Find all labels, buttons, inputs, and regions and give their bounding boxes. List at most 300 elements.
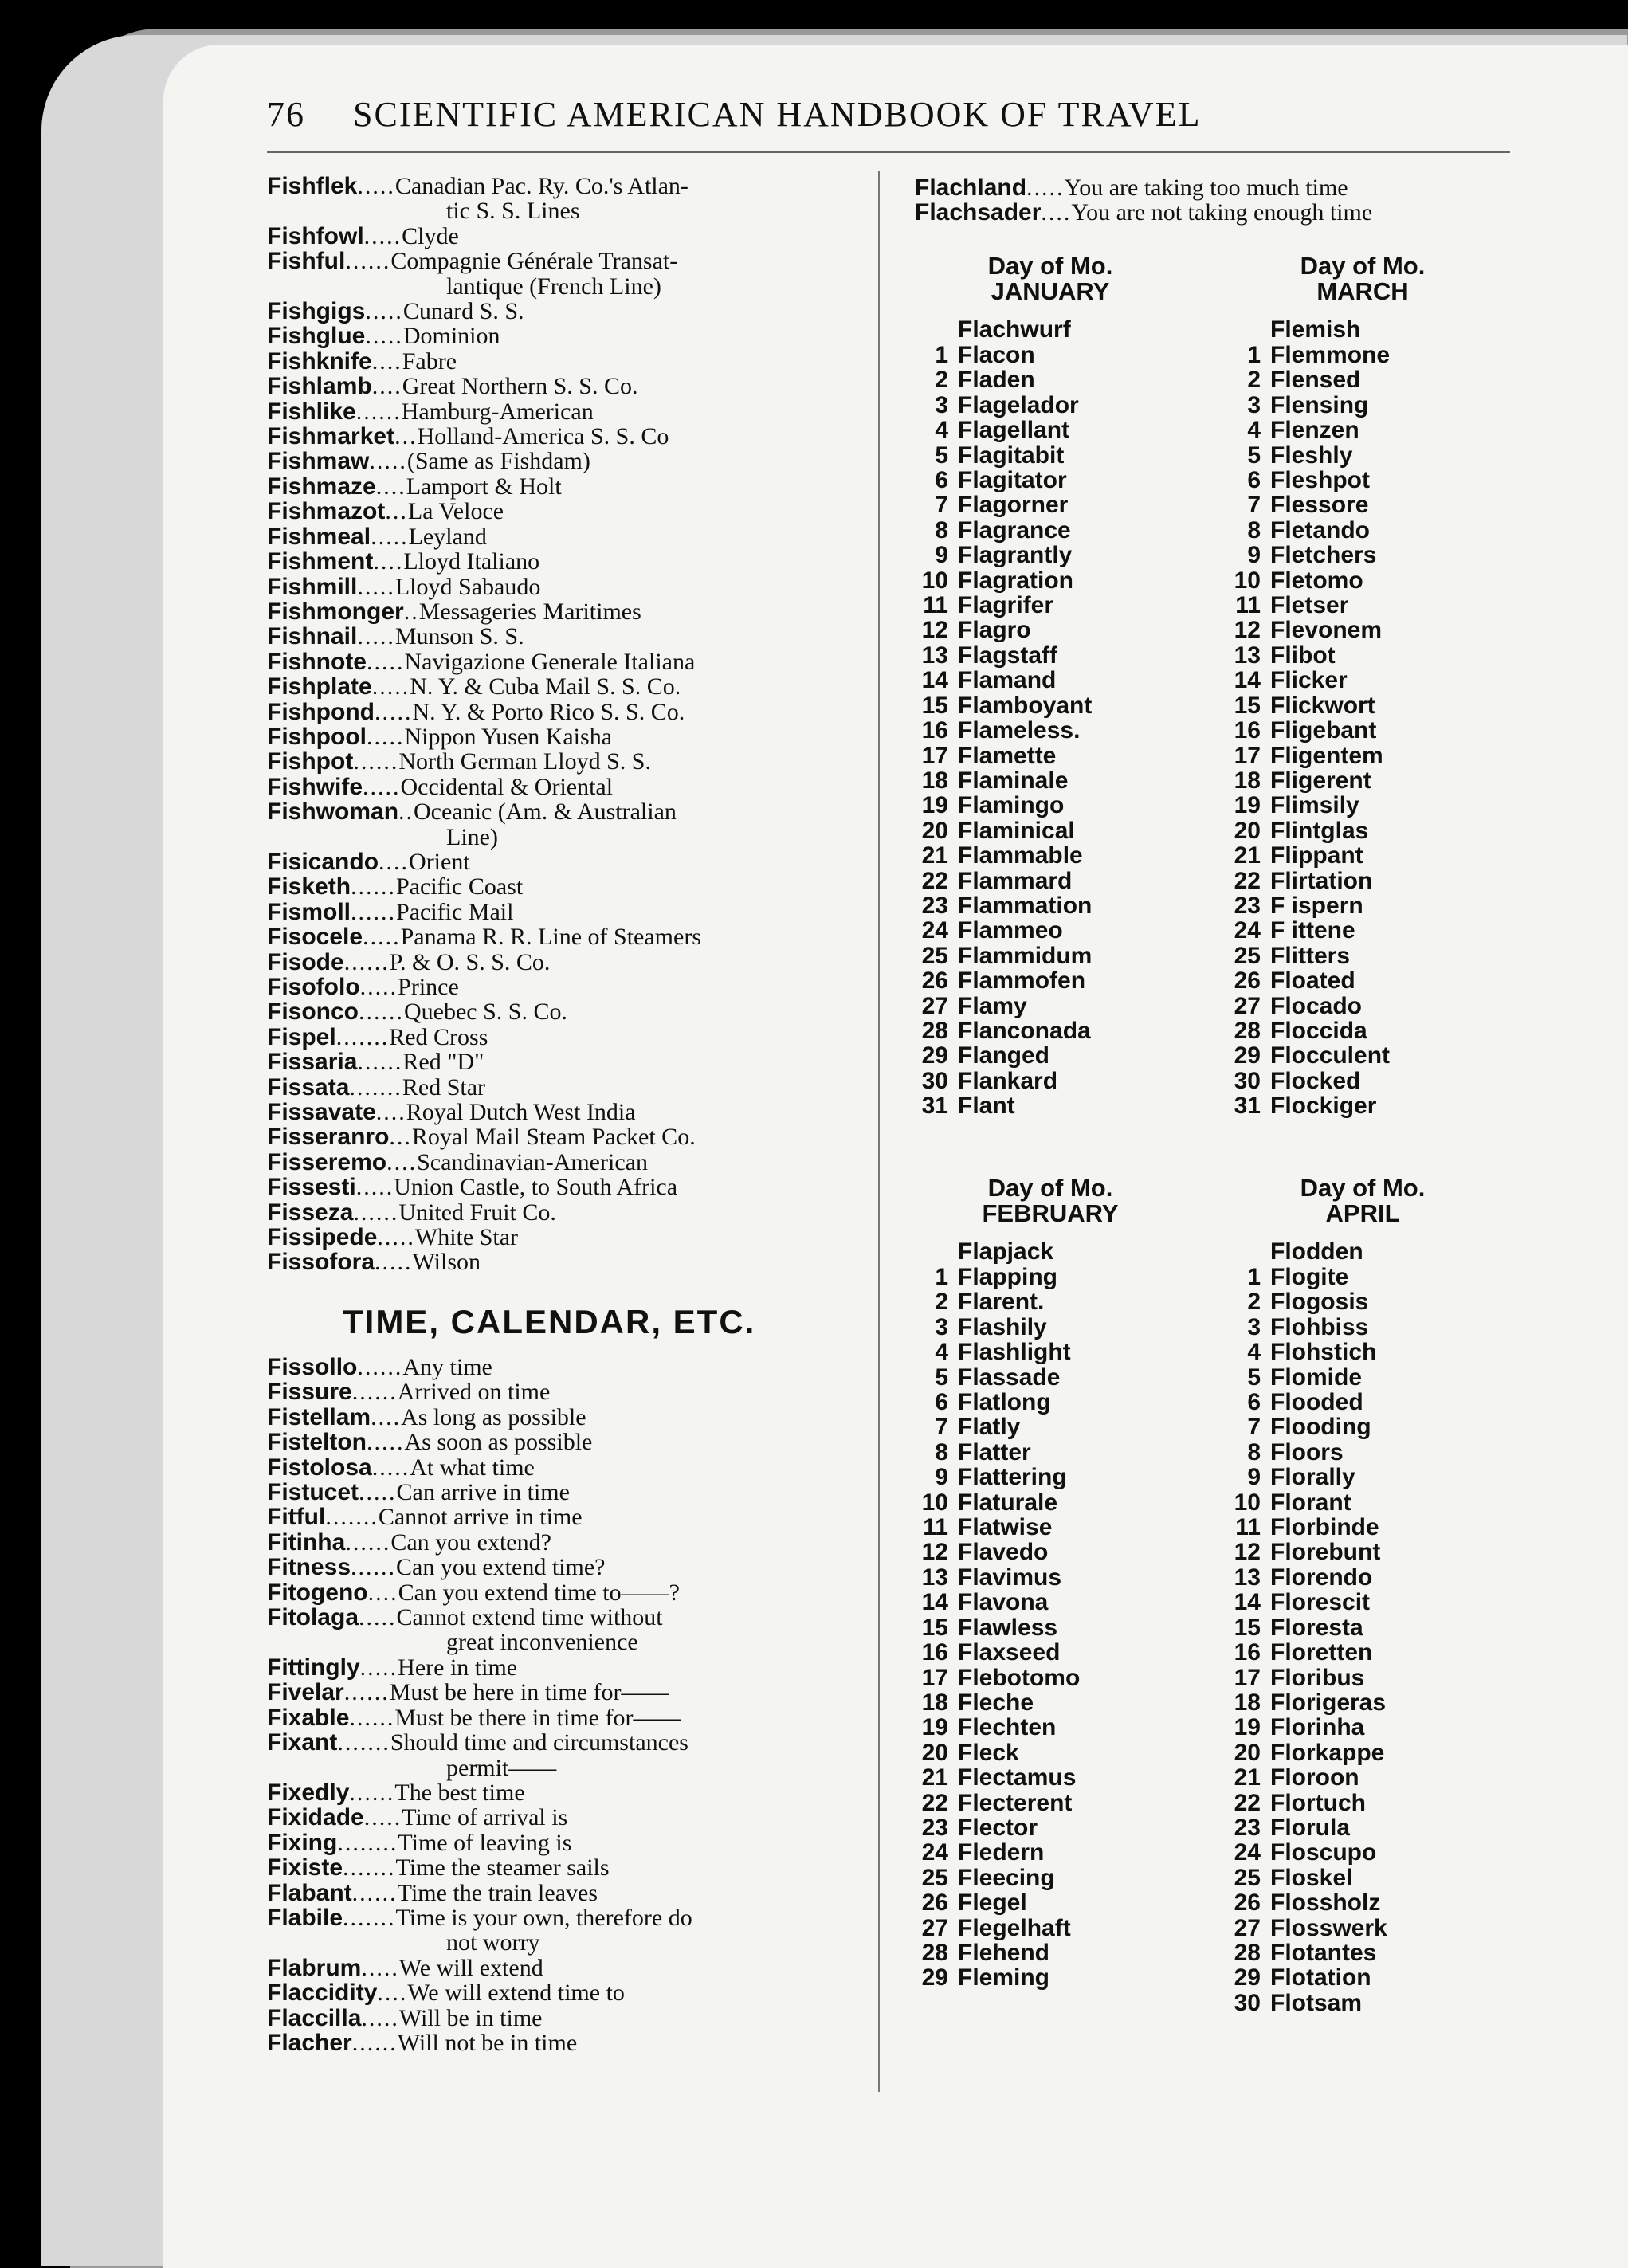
code-meaning: Cunard S. S. [402,298,524,325]
day-code-word: Fletando [1270,516,1370,543]
code-word: Fishfowl [267,222,364,249]
day-code-word: Flogosis [1270,1289,1369,1316]
day-code-word: Florula [1270,1814,1351,1841]
day-entry [1227,1940,1498,1965]
day-entry [915,1365,1186,1390]
time-code-list [267,1355,861,2055]
code-word: Fissofora [267,1249,375,1276]
code-entry [267,2031,861,2055]
day-entry [1227,918,1498,943]
leader-dots: ..... [359,1654,398,1681]
code-entry [267,1705,861,1730]
day-number: 18 [1234,1689,1261,1716]
day-entry [1227,1765,1498,1790]
day-entry [915,1940,1186,1965]
code-word: Fishmeal [267,523,371,550]
code-meaning: Pacific Mail [396,898,514,925]
code-word: Fissesti [267,1174,356,1201]
code-meaning: Red Cross [389,1023,488,1050]
day-number: 12 [1234,1539,1261,1566]
day-code-word: Florinha [1270,1714,1365,1741]
code-entry [267,1555,861,1579]
day-code-word: Flortuch [1270,1789,1366,1816]
code-entry [267,549,861,574]
day-code-word: Fleming [958,1964,1050,1991]
code-word: Fishpot [267,748,354,775]
day-code-word: Flegelhaft [958,1914,1071,1941]
leader-dots: ...... [349,1779,395,1806]
day-code-word: Florigeras [1270,1689,1387,1716]
day-entry [1227,1465,1498,1489]
code-meaning: Here in time [398,1654,518,1681]
day-number: 27 [1234,992,1261,1019]
day-entry [915,1615,1186,1640]
day-number: 26 [921,967,948,995]
day-number: 8 [1247,516,1261,543]
day-number: 28 [921,1939,948,1966]
day-entry [1227,1069,1498,1093]
day-entry [915,468,1186,492]
day-number: 25 [921,942,948,969]
day-entry [915,643,1186,668]
day-entry [1227,1916,1498,1940]
day-number: 28 [1234,1017,1261,1044]
day-number: 23 [1234,1814,1261,1841]
day-entry [915,1815,1186,1840]
day-number: 17 [921,1664,948,1691]
code-word: Fixable [267,1704,350,1731]
leader-dots: ..... [374,698,413,725]
day-entry [1227,1540,1498,1564]
code-entry [267,624,861,649]
day-number: 8 [935,516,948,543]
day-code-word: Flarent. [958,1289,1045,1316]
day-entry [1227,518,1498,543]
day-code-word: Flosswerk [1270,1914,1387,1941]
leader-dots: .. [403,598,419,625]
leader-dots: ....... [337,1729,390,1756]
day-entry [1227,1640,1498,1665]
month-march [1227,253,1498,1119]
code-meaning: Quebec S. S. Co. [404,999,568,1026]
day-code-word: Flensed [1270,367,1361,394]
day-entry [915,944,1186,968]
day-number: 7 [1247,1414,1261,1441]
code-meaning: Panama R. R. Line of Steamers [400,924,701,951]
leader-dots: ..... [359,1479,397,1506]
code-entry [267,2006,861,2031]
code-entry [267,850,861,874]
day-code-word: Floresta [1270,1614,1363,1641]
code-meaning: Occidental & Oriental [400,773,614,800]
leader-dots: ..... [366,723,405,750]
day-of-month-label: Day of Mo. [1300,1174,1426,1202]
day-code-word: Flashlight [958,1339,1071,1366]
page-number: 76 [267,95,305,134]
code-meaning: Royal Mail Steam Packet Co. [411,1124,696,1151]
day-number: 24 [1234,917,1261,944]
day-number: 4 [935,417,948,444]
day-entry [915,593,1186,618]
day-number: 12 [921,1539,948,1566]
code-word: Fishglue [267,323,366,350]
day-code-word: Florally [1270,1464,1355,1491]
day-code-word: Fleshly [1270,441,1353,469]
day-entry [915,367,1186,392]
day-entry [1227,1991,1498,2015]
day-entry [915,1043,1186,1068]
day-entry [1227,1965,1498,1990]
day-entry [915,693,1186,718]
code-entry [267,1250,861,1274]
day-number: 6 [1247,467,1261,494]
day-code-word: Flant [958,1093,1015,1120]
day-code-word: Flocked [1270,1067,1361,1094]
code-meaning: United Fruit Co. [398,1199,556,1226]
day-number: 8 [935,1438,948,1466]
code-word: Fisofolo [267,974,360,1000]
day-code-word: Flitters [1270,942,1351,969]
code-entry [267,1405,861,1430]
leader-dots: ....... [325,1504,379,1531]
day-entry [1227,744,1498,768]
day-number: 26 [1234,1889,1261,1917]
day-entry [1227,818,1498,843]
code-word: Flaccidity [267,1980,378,2007]
code-entry [267,1956,861,1980]
day-code-word: Flessore [1270,492,1369,519]
day-code-word: Flotantes [1270,1939,1377,1966]
day-entry [915,518,1186,543]
day-code-word: Flagrantly [958,542,1073,569]
code-meaning: Fabre [402,347,457,375]
leader-dots: ..... [363,1804,402,1831]
day-number: 2 [1247,1289,1261,1316]
day-number: 6 [935,467,948,494]
day-number: 16 [921,1639,948,1666]
day-number: 29 [1234,1042,1261,1069]
leader-dots: ..... [369,448,407,475]
day-code-word: Flenzen [1270,417,1359,444]
code-meaning: Will not be in time [397,2029,578,2056]
day-entry [1227,1565,1498,1590]
day-number: 26 [921,1889,948,1917]
code-word: Fishmazot [267,498,386,525]
day-number: 14 [921,667,948,694]
code-meaning: Must be there in time for—— [394,1704,681,1731]
leader-dots: ....... [343,1904,396,1931]
code-entry [267,1100,861,1124]
day-number: 27 [921,992,948,1019]
day-number: 23 [1234,892,1261,919]
code-meaning: Can you extend time? [396,1554,606,1581]
leader-dots: .... [373,548,404,575]
day-entry [915,718,1186,743]
day-code-word: Flamboyant [958,692,1093,719]
day-code-word: Flammable [958,842,1083,869]
code-word: Fishnote [267,648,367,675]
day-entry [915,1791,1186,1815]
day-entry [1227,1390,1498,1415]
running-header [267,94,1478,135]
code-word: Fisicando [267,848,379,875]
day-entry [915,1840,1186,1865]
day-number: 13 [921,642,948,669]
day-code-word: Floroon [1270,1764,1359,1791]
code-meaning-continued: lantique (French Line) [446,273,661,300]
day-code-word: Flagorner [958,492,1069,519]
day-of-month-label: Day of Mo. [987,252,1113,280]
day-number: 3 [1247,391,1261,418]
month-february [915,1175,1186,1991]
code-entry [267,1124,861,1149]
code-meaning: At what time [410,1454,535,1481]
leader-dots: ...... [351,898,397,925]
day-entry [915,1018,1186,1043]
month-code-word: Flodden [1270,1238,1363,1265]
code-entry [267,249,861,273]
day-number: 19 [921,792,948,819]
day-number: 16 [1234,717,1261,744]
day-code-word: Flirtation [1270,867,1373,894]
day-entry [915,1315,1186,1340]
day-code-word: Flicker [1270,667,1348,694]
code-word: Fishful [267,248,346,275]
code-meaning: Wilson [412,1249,481,1276]
day-code-word: Flomide [1270,1364,1363,1391]
day-number: 5 [935,441,948,469]
code-meaning: Canadian Pac. Ry. Co.'s Atlan- [394,173,688,199]
code-meaning: Any time [402,1354,492,1380]
code-entry [267,399,861,424]
code-meaning: Time of leaving is [398,1829,572,1856]
day-code-word: Flashily [958,1313,1047,1340]
day-code-word: Flogite [1270,1264,1349,1290]
day-entry [1227,643,1498,668]
day-number: 28 [921,1017,948,1044]
code-entry [267,524,861,549]
day-number: 31 [1234,1093,1261,1120]
day-number: 11 [1235,592,1261,619]
code-word: Fixedly [267,1779,350,1806]
leader-dots: .... [1041,199,1072,226]
day-entry [915,418,1186,442]
day-code-word: Flatly [958,1414,1021,1441]
day-number: 21 [1234,1764,1261,1791]
day-number: 23 [921,892,948,919]
day-code-word: Floated [1270,967,1355,995]
day-number: 20 [921,817,948,844]
leader-dots: ..... [363,924,401,951]
code-entry [267,349,861,374]
day-code-word: Flammeo [958,917,1063,944]
code-meaning-continued: Line) [446,823,498,850]
leader-dots: ...... [357,1354,403,1380]
day-number: 2 [935,367,948,394]
code-word: Fispel [267,1023,336,1050]
day-entry [1227,944,1498,968]
day-entry [1227,1615,1498,1640]
code-meaning: We will extend [398,1954,543,1981]
leader-dots: ...... [345,248,391,275]
code-meaning: Nippon Yusen Kaisha [404,723,613,750]
code-meaning: Clyde [402,222,459,249]
day-entry [1227,1590,1498,1615]
code-word: Fishflek [267,173,358,199]
leader-dots: ...... [351,1379,398,1406]
code-entry [267,299,861,324]
day-code-word: Fligentem [1270,742,1383,769]
leader-dots: ..... [361,2004,399,2031]
code-word: Fissure [267,1379,352,1406]
day-number: 1 [935,342,948,368]
leader-dots: ........ [337,1829,398,1856]
code-entry [267,174,861,198]
code-word: Fixant [267,1729,338,1756]
book-title: SCIENTIFIC AMERICAN HANDBOOK OF TRAVEL [353,95,1202,134]
day-number: 22 [921,867,948,894]
code-entry [267,1075,861,1100]
day-number: 24 [921,1839,948,1866]
day-entry [915,492,1186,517]
day-entry [1227,1315,1498,1340]
code-entry [267,950,861,975]
day-code-word: Flamette [958,742,1057,769]
leader-dots: ..... [363,773,401,800]
day-entry [915,968,1186,993]
day-code-word: Fledern [958,1839,1045,1866]
leader-dots: ..... [371,1454,410,1481]
day-code-word: Florkappe [1270,1739,1385,1766]
day-number: 9 [935,542,948,569]
day-entry [915,1390,1186,1415]
code-meaning: Can arrive in time [396,1479,570,1506]
day-entry [915,1890,1186,1915]
day-entry [915,1415,1186,1439]
day-entry [1227,443,1498,468]
leader-dots: ..... [359,1604,397,1631]
day-entry [915,1340,1186,1364]
day-number: 22 [1234,1789,1261,1816]
day-number: 17 [1234,742,1261,769]
day-entry [915,618,1186,642]
code-entry [267,499,861,524]
day-number: 18 [921,1689,948,1716]
day-code-word: Floors [1270,1438,1344,1466]
code-meaning: (Same as Fishdam) [406,448,590,475]
leader-dots: ..... [371,673,410,700]
day-entry [1227,618,1498,642]
leader-dots: .... [375,1099,406,1126]
code-entry [267,1730,861,1755]
code-word: Fishmaw [267,448,370,475]
day-entry [915,1465,1186,1489]
day-number: 21 [921,1764,948,1791]
code-word: Fisocele [267,924,363,951]
code-entry [267,975,861,999]
code-word: Flabile [267,1904,343,1931]
day-number: 30 [1234,1067,1261,1094]
code-entry [267,775,861,799]
day-code-word: Flatter [958,1438,1031,1466]
header-rule [267,151,1510,153]
day-code-word: Flagration [958,567,1074,594]
day-code-word: Flooding [1270,1414,1371,1441]
day-entry [915,1916,1186,1940]
day-entry [1227,1365,1498,1390]
day-entry [915,1565,1186,1590]
code-entry [267,1780,861,1805]
month-name: JANUARY [991,277,1110,305]
leader-dots: ..... [365,323,403,350]
day-code-word: Fleecing [958,1864,1055,1891]
code-entry [267,1980,861,2005]
day-code-word: Flapping [958,1264,1057,1290]
day-code-word: Flameless. [958,717,1081,744]
code-entry [267,374,861,398]
code-meaning: Can you extend time to——? [398,1579,680,1606]
code-entry [267,224,861,249]
code-entry [267,874,861,899]
day-entry [1227,718,1498,743]
day-entry [1227,568,1498,593]
leader-dots: ..... [1026,175,1065,201]
day-entry [915,843,1186,868]
day-number: 14 [921,1589,948,1616]
day-of-month-label: Day of Mo. [1300,252,1426,280]
code-entry [915,175,1520,200]
day-number: 5 [935,1364,948,1391]
leader-dots: ...... [351,1879,398,1906]
day-number: 10 [921,1489,948,1516]
day-entry [1227,593,1498,618]
day-code-word: Flebotomo [958,1664,1081,1691]
code-word: Fissavate [267,1099,376,1126]
code-meaning: Leyland [408,523,487,550]
day-number: 15 [1234,1614,1261,1641]
month-code-word: Flapjack [958,1238,1054,1265]
code-entry [267,799,861,824]
code-meaning: Lamport & Holt [406,473,562,500]
day-code-word: Flacon [958,342,1035,368]
day-number: 13 [921,1564,948,1591]
day-number: 25 [1234,1864,1261,1891]
day-entry [1227,1265,1498,1289]
day-code-word: Fleshpot [1270,467,1370,494]
day-entry [915,1515,1186,1540]
code-word: Fishwife [267,773,363,800]
day-number: 5 [1247,1364,1261,1391]
day-code-word: Floretten [1270,1639,1373,1666]
section-title: TIME, CALENDAR, ETC. [343,1303,756,1340]
day-entry [1227,1018,1498,1043]
code-meaning: Should time and circumstances [390,1729,688,1756]
code-entry [267,474,861,499]
day-code-word: Flocculent [1270,1042,1391,1069]
day-code-word: Flavimus [958,1564,1062,1591]
code-entry [267,649,861,674]
code-word: Flabant [267,1879,352,1906]
day-entry [915,1740,1186,1765]
day-number: 19 [921,1714,948,1741]
code-entry [267,1905,861,1930]
day-entry [915,1715,1186,1740]
code-meaning: Scandinavian-American [417,1148,648,1175]
code-meaning: Will be in time [398,2004,543,2031]
leader-dots: ..... [367,1429,405,1456]
leader-dots: ...... [353,1199,399,1226]
day-entry [1227,343,1498,367]
